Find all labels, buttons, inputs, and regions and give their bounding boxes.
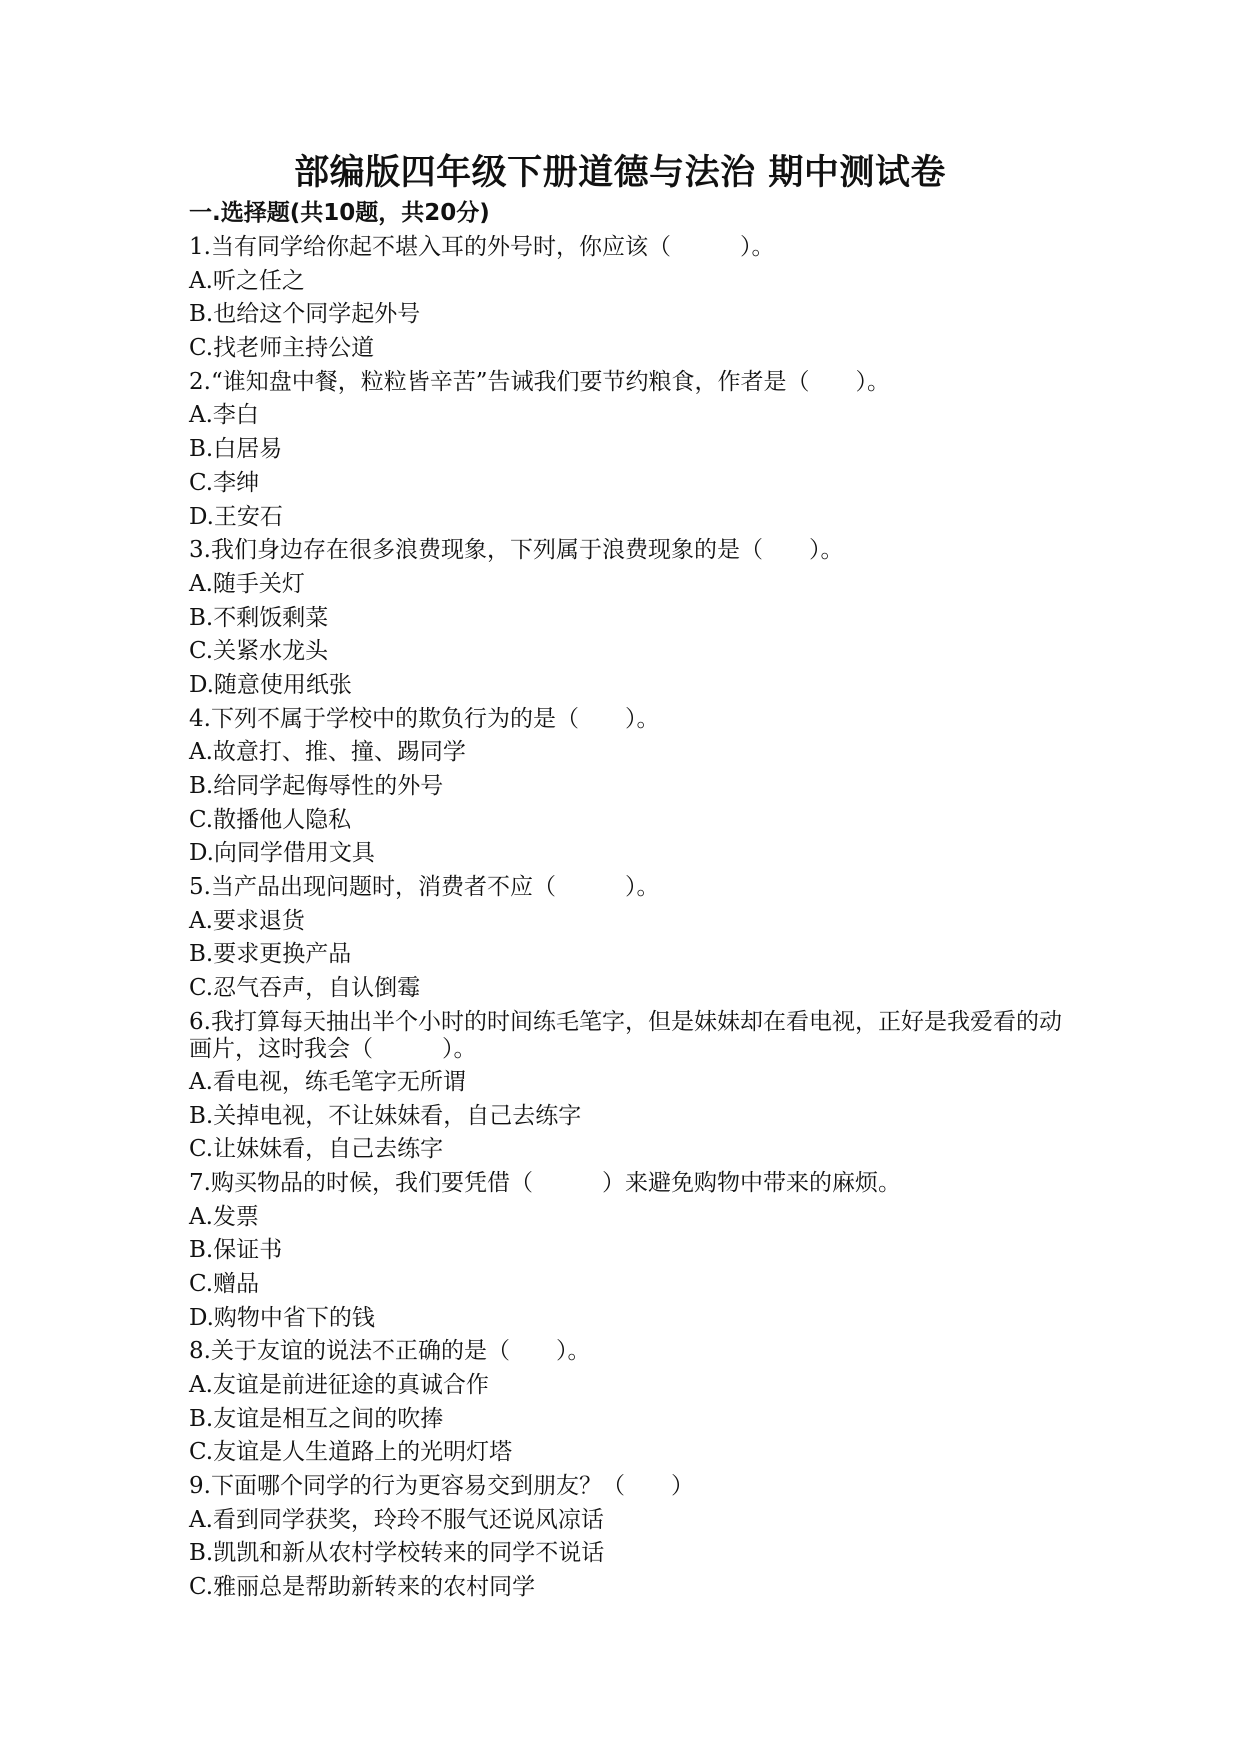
question-1-option-a: A.听之任之 <box>189 267 305 294</box>
question-4-option-d: D.向同学借用文具 <box>189 840 375 867</box>
question-2-option-d: D.王安石 <box>189 503 283 530</box>
question-1-option-c: C.找老师主持公道 <box>189 335 375 362</box>
question-7-option-d: D.购物中省下的钱 <box>189 1304 375 1331</box>
question-7-text: 7.购买物品的时候，我们要凭借（ ）来避免购物中带来的麻烦。 <box>189 1169 901 1196</box>
question-4-option-a: A.故意打、推、撞、踢同学 <box>189 739 466 766</box>
question-9-option-c: C.雅丽总是帮助新转来的农村同学 <box>189 1574 536 1601</box>
question-5-option-c: C.忍气吞声，自认倒霉 <box>189 975 421 1002</box>
question-6-text: 6.我打算每天抽出半个小时的时间练毛笔字，但是妹妹却在看电视，正好是我爱看的动画片，这时我会（ ）。 <box>189 1008 1062 1062</box>
question-3-option-a: A.随手关灯 <box>189 570 305 597</box>
question-1-text: 1.当有同学给你起不堪入耳的外号时，你应该（ ）。 <box>189 234 775 260</box>
question-7-option-c: C.赠品 <box>189 1270 260 1297</box>
page-title: 部编版四年级下册道德与法治 期中测试卷 <box>294 153 946 193</box>
question-2-option-c: C.李绅 <box>189 469 260 496</box>
question-6-option-a: A.看电视，练毛笔字无所谓 <box>189 1068 466 1095</box>
question-6-option-c: C.让妹妹看，自己去练字 <box>189 1136 444 1163</box>
question-5-option-b: B.要求更换产品 <box>189 941 352 968</box>
question-4-text: 4.下列不属于学校中的欺负行为的是（ ）。 <box>189 705 660 732</box>
question-2-option-a: A.李白 <box>189 402 259 429</box>
question-1-option-b: B.也给这个同学起外号 <box>189 301 421 328</box>
question-6-option-b: B.关掉电视，不让妹妹看，自己去练字 <box>189 1102 582 1129</box>
question-4-option-c: C.散播他人隐私 <box>189 806 352 833</box>
question-7-option-a: A.发票 <box>189 1203 259 1230</box>
question-5-option-a: A.要求退货 <box>189 907 305 934</box>
question-9-text: 9.下面哪个同学的行为更容易交到朋友？（ ） <box>189 1473 694 1500</box>
question-3-option-d: D.随意使用纸张 <box>189 671 352 698</box>
question-list <box>189 231 1069 1605</box>
question-8-option-b: B.友谊是相互之间的吹捧 <box>189 1405 444 1432</box>
question-8-option-a: A.友谊是前进征途的真诚合作 <box>189 1372 489 1398</box>
question-3-option-b: B.不剩饭剩菜 <box>189 604 329 631</box>
question-8-text: 8.关于友谊的说法不正确的是（ ）。 <box>189 1338 591 1365</box>
question-2-text: 2.“谁知盘中餐，粒粒皆辛苦”告诫我们要节约粮食，作者是（ ）。 <box>189 368 890 395</box>
question-4-option-b: B.给同学起侮辱性的外号 <box>189 773 444 799</box>
question-2-option-b: B.白居易 <box>189 436 283 463</box>
question-3-option-c: C.关紧水龙头 <box>189 638 329 665</box>
question-7-option-b: B.保证书 <box>189 1237 283 1264</box>
question-3-text: 3.我们身边存在很多浪费现象，下列属于浪费现象的是（ ）。 <box>189 537 844 564</box>
section-heading: 一.选择题(共10题，共20分) <box>189 200 490 226</box>
question-9-option-b: B.凯凯和新从农村学校转来的同学不说话 <box>189 1540 605 1567</box>
question-9-option-a: A.看到同学获奖，玲玲不服气还说风凉话 <box>189 1506 604 1533</box>
question-5-text: 5.当产品出现问题时，消费者不应（ ）。 <box>189 874 660 901</box>
question-8-option-c: C.友谊是人生道路上的光明灯塔 <box>189 1439 513 1466</box>
